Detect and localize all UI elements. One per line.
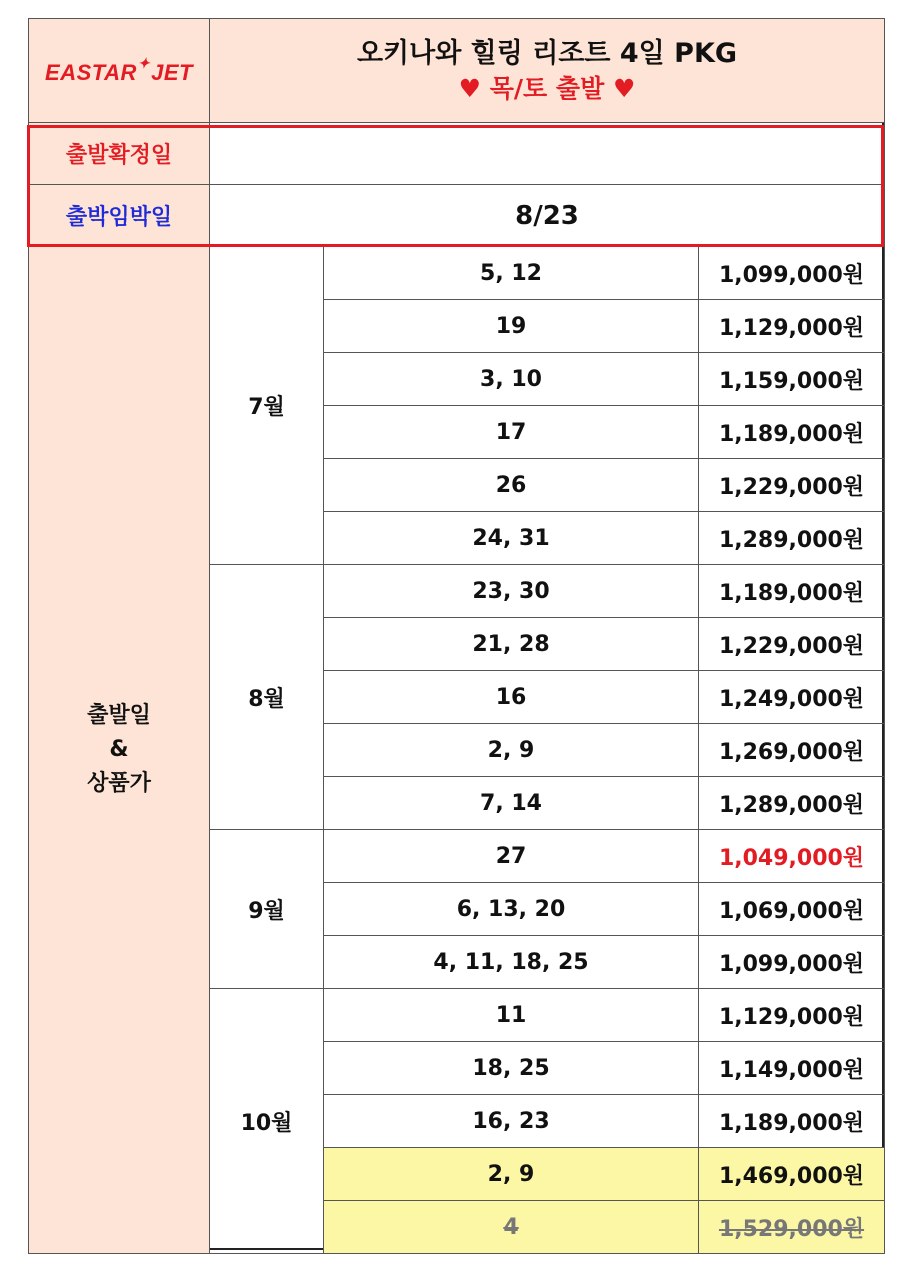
departure-dates: 3, 10 — [324, 353, 699, 406]
heart-icon: ♥ — [458, 73, 482, 103]
price: 1,129,000원 — [699, 989, 885, 1042]
price: 1,229,000원 — [699, 459, 885, 512]
departure-dates: 16 — [324, 671, 699, 724]
departure-price-label-line: 상품가 — [87, 771, 151, 796]
price: 1,469,000원 — [699, 1148, 885, 1201]
departure-dates: 17 — [324, 406, 699, 459]
price: 1,189,000원 — [699, 1095, 885, 1148]
departure-dates: 11 — [324, 989, 699, 1042]
month-label: 9월 — [210, 830, 324, 989]
departure-days-label: 목/토 출발 — [489, 73, 605, 103]
price: 1,069,000원 — [699, 883, 885, 936]
price: 1,289,000원 — [699, 512, 885, 565]
departure-dates: 27 — [324, 830, 699, 883]
departure-dates: 4 — [324, 1201, 699, 1254]
departure-price-label-line: & — [109, 737, 129, 762]
page-title: 오키나와 힐링 리조트 4일 PKG — [356, 37, 738, 69]
eastar-jet-logo: EASTAR✦JET — [45, 55, 193, 85]
departure-dates: 18, 25 — [324, 1042, 699, 1095]
price: 1,049,000원 — [699, 830, 885, 883]
price: 1,289,000원 — [699, 777, 885, 830]
departure-dates: 26 — [324, 459, 699, 512]
date-row — [29, 247, 885, 300]
month-label: 10월 — [210, 989, 324, 1254]
price: 1,159,000원 — [699, 353, 885, 406]
boarding-value: 8/23 — [210, 185, 885, 247]
price: 1,189,000원 — [699, 565, 885, 618]
departure-dates: 4, 11, 18, 25 — [324, 936, 699, 989]
price: 1,229,000원 — [699, 618, 885, 671]
departure-price-label-line: 출발일 — [87, 703, 151, 728]
heart-icon: ♥ — [612, 73, 636, 103]
logo-cell — [29, 19, 210, 123]
price: 1,129,000원 — [699, 300, 885, 353]
price: 1,529,000원 — [699, 1201, 885, 1254]
boarding-row — [29, 185, 885, 247]
departure-dates: 19 — [324, 300, 699, 353]
month-label: 8월 — [210, 565, 324, 830]
title-cell — [210, 19, 885, 123]
confirmed-label: 출발확정일 — [29, 123, 210, 185]
price: 1,249,000원 — [699, 671, 885, 724]
departure-days — [210, 72, 884, 106]
departure-dates: 2, 9 — [324, 1148, 699, 1201]
departure-dates: 16, 23 — [324, 1095, 699, 1148]
departure-price-label — [29, 247, 210, 1254]
departure-dates: 24, 31 — [324, 512, 699, 565]
confirmed-value — [210, 123, 885, 185]
price: 1,099,000원 — [699, 247, 885, 300]
departure-dates: 5, 12 — [324, 247, 699, 300]
boarding-label: 출박임박일 — [29, 185, 210, 247]
departure-dates: 21, 28 — [324, 618, 699, 671]
month-label: 7월 — [210, 247, 324, 565]
departure-dates: 2, 9 — [324, 724, 699, 777]
header-row — [29, 19, 885, 123]
price: 1,269,000원 — [699, 724, 885, 777]
confirmed-row — [29, 123, 885, 185]
schedule-table — [28, 18, 885, 1254]
price: 1,189,000원 — [699, 406, 885, 459]
departure-dates: 23, 30 — [324, 565, 699, 618]
departure-dates: 7, 14 — [324, 777, 699, 830]
price: 1,099,000원 — [699, 936, 885, 989]
price: 1,149,000원 — [699, 1042, 885, 1095]
departure-dates: 6, 13, 20 — [324, 883, 699, 936]
star-icon: ✦ — [137, 55, 151, 71]
